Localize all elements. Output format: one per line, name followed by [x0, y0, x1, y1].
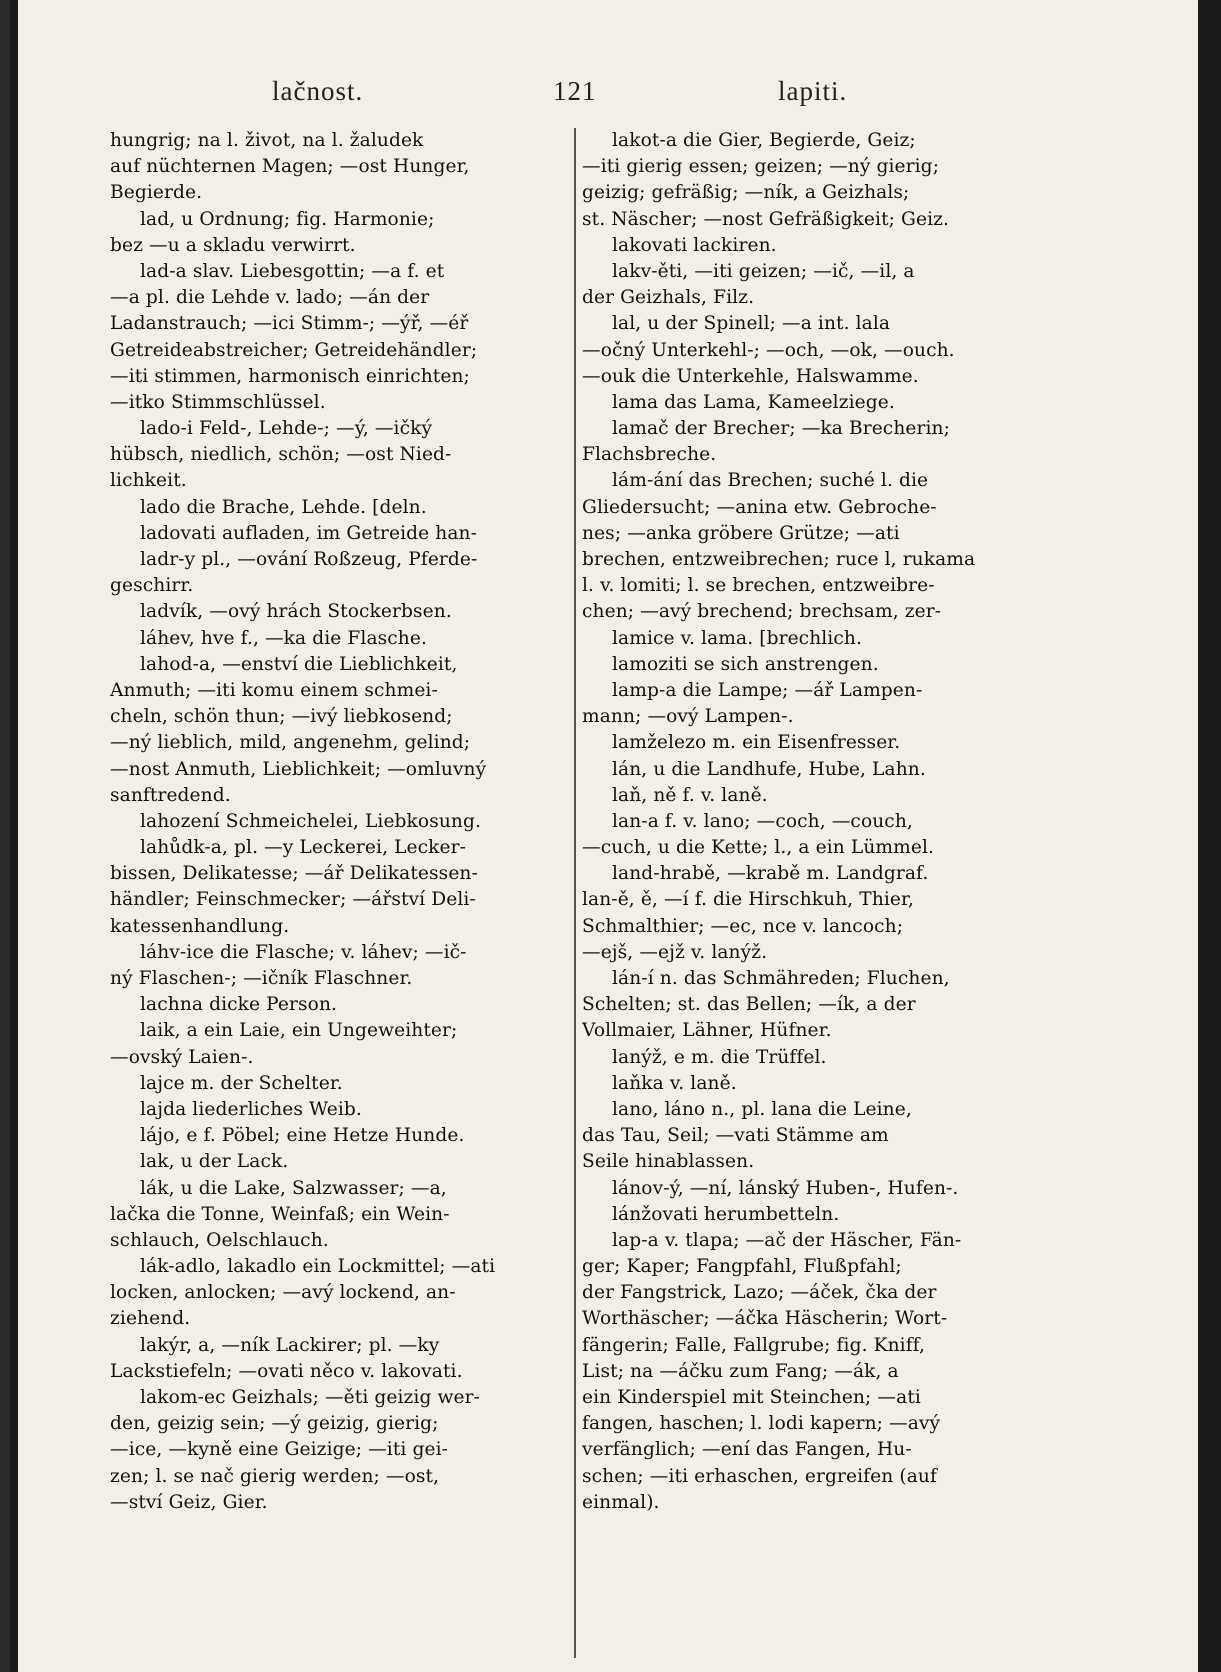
dictionary-line: —ejš, —ejž v. lanýž.: [582, 941, 768, 963]
dictionary-line: schen; —iti erhaschen, ergreifen (auf: [582, 1465, 937, 1487]
dictionary-line: locken, anlocken; —avý lockend, an-: [110, 1282, 456, 1304]
book-page: [18, 0, 1198, 1672]
dictionary-line: lad, u Ordnung; fig. Harmonie;: [140, 208, 435, 230]
dictionary-line: Seile hinablassen.: [582, 1151, 755, 1173]
dictionary-line: ger; Kaper; Fangpfahl, Flußpfahl;: [582, 1256, 902, 1278]
dictionary-line: —ný lieblich, mild, angenehm, gelind;: [110, 732, 471, 754]
dictionary-line: Lackstiefeln; —ovati něco v. lakovati.: [110, 1360, 463, 1382]
dictionary-line: lahůdk-a, pl. —y Leckerei, Lecker-: [140, 837, 466, 859]
dictionary-line: lám-ání das Brechen; suché l. die: [612, 470, 929, 492]
dictionary-line: lahod-a, —enství die Lieblichkeit,: [140, 653, 458, 675]
dictionary-line: List; na —áčku zum Fang; —ák, a: [582, 1360, 899, 1382]
dictionary-line: lakv-ěti, —iti geizen; —ič, —il, a: [612, 260, 915, 282]
dictionary-line: —iti gierig essen; geizen; —ný gierig;: [582, 156, 940, 178]
dictionary-line: mann; —ový Lampen-.: [582, 706, 794, 728]
dictionary-line: nes; —anka gröbere Grütze; —ati: [582, 522, 900, 544]
dictionary-line: lamice v. lama. [brechlich.: [612, 627, 862, 649]
dictionary-line: Schmalthier; —ec, nce v. lancoch;: [582, 915, 904, 937]
dictionary-line: lan-ě, ě, —í f. die Hirschkuh, Thier,: [582, 889, 914, 911]
dictionary-line: lal, u der Spinell; —a int. lala: [612, 313, 891, 335]
dictionary-line: das Tau, Seil; —vati Stämme am: [582, 1125, 889, 1147]
dictionary-line: bissen, Delikatesse; —ář Delikatessen-: [110, 863, 478, 885]
dictionary-line: lano, láno n., pl. lana die Leine,: [612, 1098, 912, 1120]
dictionary-line: lamoziti se sich anstrengen.: [612, 653, 879, 675]
dictionary-line: ný Flaschen-; —ičník Flaschner.: [110, 968, 413, 989]
dictionary-line: geschirr.: [110, 575, 194, 597]
dictionary-line: händler; Feinschmecker; —ářství Deli-: [110, 889, 476, 911]
dictionary-line: lamp-a die Lampe; —ář Lampen-: [612, 679, 923, 701]
dictionary-line: auf nüchternen Magen; —ost Hunger,: [110, 156, 470, 178]
dictionary-line: katessenhandlung.: [110, 915, 290, 937]
dictionary-line: ladr-y pl., —ování Roßzeug, Pferde-: [140, 549, 478, 570]
dictionary-line: ein Kinderspiel mit Steinchen; —ati: [582, 1387, 921, 1408]
dictionary-line: den, geizig sein; —ý geizig, gierig;: [110, 1413, 439, 1435]
dictionary-line: lama das Lama, Kameelziege.: [612, 391, 895, 413]
page-header: [18, 76, 1198, 116]
dictionary-line: lájo, e f. Pöbel; eine Hetze Hunde.: [140, 1125, 465, 1147]
left-column: [110, 128, 638, 1516]
dictionary-line: Vollmaier, Lähner, Hüfner.: [582, 1020, 832, 1042]
dictionary-line: hübsch, niedlich, schön; —ost Nied-: [110, 444, 452, 466]
dictionary-line: lamač der Brecher; —ka Brecherin;: [612, 418, 950, 440]
dictionary-line: cheln, schön thun; —ivý liebkosend;: [110, 706, 453, 728]
dictionary-line: lakýr, a, —ník Lackirer; pl. —ky: [140, 1334, 440, 1356]
dictionary-line: lák-adlo, lakadlo ein Lockmittel; —ati: [140, 1256, 496, 1278]
dictionary-line: lánžovati herumbetteln.: [612, 1203, 840, 1225]
dictionary-line: der Geizhals, Filz.: [582, 287, 755, 309]
dictionary-line: —nost Anmuth, Lieblichkeit; —omluvný: [110, 758, 487, 780]
dictionary-line: st. Näscher; —nost Gefräßigkeit; Geiz.: [582, 208, 950, 230]
dictionary-line: verfänglich; —ení das Fangen, Hu-: [582, 1439, 912, 1461]
dictionary-line: —cuch, u die Kette; l., a ein Lümmel.: [582, 837, 935, 859]
dictionary-line: geizig; gefräßig; —ník, a Geizhals;: [582, 182, 910, 204]
dictionary-line: Ladanstrauch; —ici Stimm-; —ýř, —éř: [110, 313, 469, 335]
dictionary-line: hungrig; na l. život, na l. žaludek: [110, 130, 424, 151]
dictionary-line: lakom-ec Geizhals; —ěti geizig wer-: [140, 1387, 480, 1408]
dictionary-line: Begierde.: [110, 182, 203, 204]
dictionary-line: bez —u a skladu verwirrt.: [110, 234, 356, 256]
dictionary-line: —očný Unterkehl-; —och, —ok, —ouch.: [582, 339, 955, 361]
dictionary-line: lakovati lackiren.: [612, 234, 777, 256]
dictionary-line: laň, ně f. v. laně.: [612, 784, 768, 806]
binder-edge: [0, 0, 10, 1672]
dictionary-line: lad-a slav. Liebesgottin; —a f. et: [140, 260, 445, 282]
dictionary-line: brechen, entzweibrechen; ruce l, rukama: [582, 549, 976, 570]
dictionary-line: láhev, hve f., —ka die Flasche.: [140, 627, 427, 649]
dictionary-line: lap-a v. tlapa; —ač der Häscher, Fän-: [612, 1229, 962, 1251]
dictionary-line: lajce m. der Schelter.: [140, 1072, 343, 1094]
dictionary-line: lán-í n. das Schmähreden; Fluchen,: [612, 968, 950, 989]
dictionary-line: der Fangstrick, Lazo; —áček, čka der: [582, 1282, 937, 1304]
dictionary-line: fangen, haschen; l. lodi kapern; —avý: [582, 1413, 941, 1435]
header-last-word: lapiti.: [778, 76, 848, 106]
dictionary-line: Anmuth; —iti komu einem schmei-: [110, 679, 438, 701]
dictionary-line: Gliedersucht; —anina etw. Gebroche-: [582, 496, 937, 518]
dictionary-line: —ice, —kyně eine Geizige; —iti gei-: [110, 1439, 449, 1461]
dictionary-line: lák, u die Lake, Salzwasser; —a,: [140, 1177, 447, 1199]
dictionary-line: ladovati aufladen, im Getreide han-: [140, 522, 478, 544]
dictionary-line: Getreideabstreicher; Getreidehändler;: [110, 339, 478, 361]
dictionary-line: l. v. lomiti; l. se brechen, entzweibre-: [582, 575, 935, 597]
dictionary-line: einmal).: [582, 1491, 660, 1513]
dictionary-line: lachna dicke Person.: [140, 994, 338, 1016]
dictionary-line: Schelten; st. das Bellen; —ík, a der: [582, 994, 916, 1016]
dictionary-line: laik, a ein Laie, ein Ungeweihter;: [140, 1020, 458, 1042]
dictionary-line: —ovský Laien-.: [110, 1046, 254, 1068]
dictionary-line: Worthäscher; —áčka Häscherin; Wort-: [582, 1308, 948, 1330]
dictionary-line: —iti stimmen, harmonisch einrichten;: [110, 365, 470, 387]
dictionary-line: lanýž, e m. die Trüffel.: [612, 1046, 827, 1068]
right-column: [582, 128, 1110, 1516]
dictionary-line: —itko Stimmschlüssel.: [110, 391, 326, 413]
dictionary-line: lánov-ý, —ní, lánský Huben-, Hufen-.: [612, 1177, 959, 1199]
dictionary-line: chen; —avý brechend; brechsam, zer-: [582, 601, 942, 623]
column-divider: [574, 128, 576, 1658]
dictionary-line: lichkeit.: [110, 470, 187, 492]
dictionary-line: land-hrabě, —krabě m. Landgraf.: [612, 863, 929, 885]
dictionary-line: láhv-ice die Flasche; v. láhev; —ič-: [140, 941, 467, 963]
dictionary-line: ladvík, —ový hrách Stockerbsen.: [140, 601, 452, 623]
dictionary-line: —ouk die Unterkehle, Halswamme.: [582, 365, 919, 387]
dictionary-line: Flachsbreche.: [582, 444, 717, 466]
dictionary-line: —ství Geiz, Gier.: [110, 1491, 268, 1513]
dictionary-line: lamželezo m. ein Eisenfresser.: [612, 732, 901, 754]
dictionary-line: fängerin; Falle, Fallgrube; fig. Kniff,: [582, 1334, 926, 1356]
dictionary-line: lado-i Feld-, Lehde-; —ý, —ičký: [140, 418, 433, 440]
page-number: 121: [553, 76, 597, 106]
dictionary-line: lahození Schmeichelei, Liebkosung.: [140, 810, 482, 832]
dictionary-line: —a pl. die Lehde v. lado; —án der: [110, 287, 430, 309]
dictionary-line: laňka v. laně.: [612, 1072, 737, 1094]
dictionary-line: ziehend.: [110, 1308, 191, 1330]
header-first-word: lačnost.: [272, 76, 364, 106]
dictionary-line: lán, u die Landhufe, Hube, Lahn.: [612, 758, 926, 780]
dictionary-line: schlauch, Oelschlauch.: [110, 1229, 329, 1251]
dictionary-line: lak, u der Lack.: [140, 1151, 289, 1173]
dictionary-line: lajda liederliches Weib.: [140, 1098, 362, 1120]
dictionary-line: lan-a f. v. lano; —coch, —couch,: [612, 810, 913, 832]
dictionary-line: lado die Brache, Lehde. [deln.: [140, 496, 427, 518]
dictionary-line: lačka die Tonne, Weinfaß; ein Wein-: [110, 1203, 450, 1225]
dictionary-line: sanftredend.: [110, 784, 231, 806]
dictionary-line: lakot-a die Gier, Begierde, Geiz;: [612, 130, 916, 151]
dictionary-line: zen; l. se nač gierig werden; —ost,: [110, 1465, 440, 1487]
